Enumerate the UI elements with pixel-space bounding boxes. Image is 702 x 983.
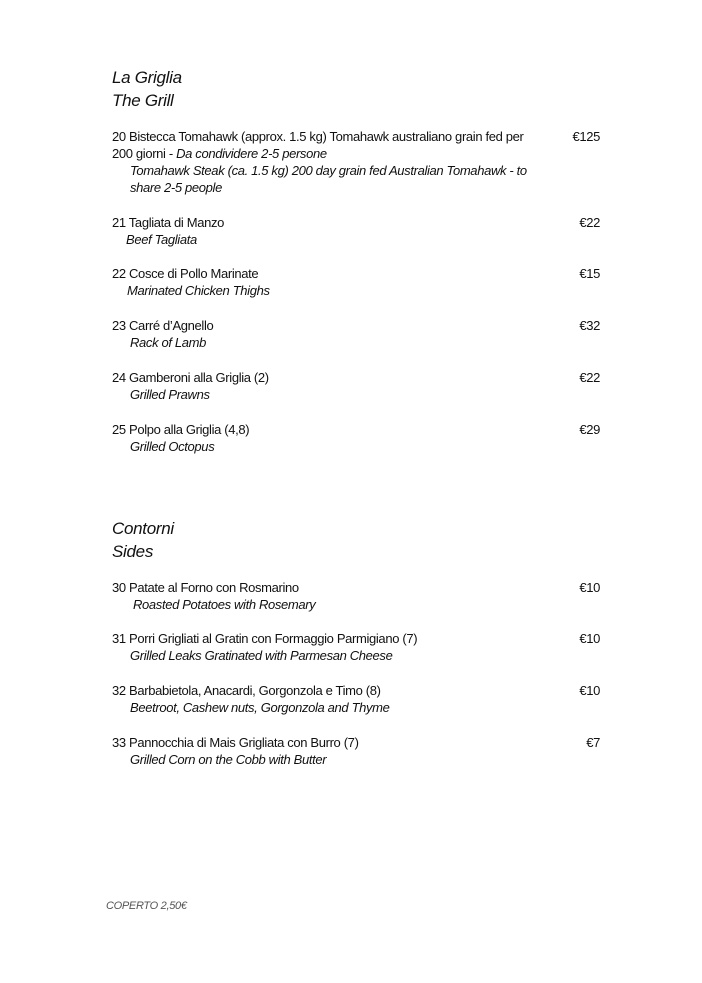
menu-item-name-en: Rack of Lamb — [130, 335, 207, 350]
menu-item-price: €22 — [579, 370, 600, 385]
grill-section — [112, 66, 600, 112]
menu-item-price: €10 — [579, 631, 600, 646]
menu-item-name-en: Roasted Potatoes with Rosemary — [133, 597, 316, 612]
grill-item-21 — [112, 214, 600, 248]
menu-item-price: €15 — [579, 266, 600, 281]
menu-item-name-en: Grilled Leaks Gratinated with Parmesan Cheese — [130, 648, 393, 663]
menu-item-price: €22 — [579, 215, 600, 230]
sides-title-en: Sides — [112, 542, 154, 561]
menu-item-name — [112, 128, 600, 162]
menu-item-name-it: 21 Tagliata di Manzo — [112, 215, 225, 230]
cover-charge-note: COPERTO 2,50€ — [106, 900, 187, 912]
menu-item-price: €10 — [579, 683, 600, 698]
menu-item-name-en: Grilled Corn on the Cobb with Butter — [130, 752, 327, 767]
menu-item-price: €10 — [579, 580, 600, 595]
grill-item-24 — [112, 369, 600, 403]
menu-item-name-it: 24 Gamberoni alla Griglia (2) — [112, 370, 269, 385]
menu-item-name-it: 33 Pannocchia di Mais Grigliata con Burro (7) — [112, 735, 359, 750]
menu-item-note: Da condividere 2-5 persone — [176, 146, 327, 161]
menu-item-price: €32 — [579, 318, 600, 333]
grill-item-20 — [112, 128, 600, 196]
menu-item-price: €125 — [572, 129, 600, 144]
grill-title-en: The Grill — [112, 91, 174, 110]
menu-item-name-en: Tomahawk Steak (ca. 1.5 kg) 200 day grain fed Australian Tomahawk - to share 2-5 people — [130, 163, 527, 195]
sides-item-33 — [112, 734, 600, 768]
menu-item-name-en: Beef Tagliata — [126, 232, 197, 247]
sides-item-31 — [112, 630, 600, 664]
sides-item-30 — [112, 579, 600, 613]
menu-item-price: €7 — [586, 735, 600, 750]
sides-section — [112, 517, 600, 563]
menu-item-name-en: Marinated Chicken Thighs — [127, 283, 270, 298]
menu-item-price: €29 — [579, 422, 600, 437]
menu-item-name-en: Grilled Octopus — [130, 439, 215, 454]
sides-title-it: Contorni — [112, 519, 174, 538]
grill-item-22 — [112, 265, 600, 299]
menu-item-name-en: Grilled Prawns — [130, 387, 210, 402]
sides-item-32 — [112, 682, 600, 716]
grill-title-it: La Griglia — [112, 68, 182, 87]
menu-item-name-it: 22 Cosce di Pollo Marinate — [112, 266, 259, 281]
menu-item-name-it: 20 Bistecca Tomahawk (approx. 1.5 kg) Tomahawk australiano grain fed per 200 giorni - — [112, 129, 524, 161]
menu-item-name-it: 25 Polpo alla Griglia (4,8) — [112, 422, 250, 437]
menu-item-name-it: 23 Carré d’Agnello — [112, 318, 214, 333]
menu-item-name-en: Beetroot, Cashew nuts, Gorgonzola and Thyme — [130, 700, 390, 715]
grill-item-25 — [112, 421, 600, 455]
menu-item-name-it: 31 Porri Grigliati al Gratin con Formaggio Parmigiano (7) — [112, 631, 418, 646]
grill-item-23 — [112, 317, 600, 351]
menu-item-name-it: 30 Patate al Forno con Rosmarino — [112, 580, 299, 595]
menu-item-name-it: 32 Barbabietola, Anacardi, Gorgonzola e Timo (8) — [112, 683, 381, 698]
